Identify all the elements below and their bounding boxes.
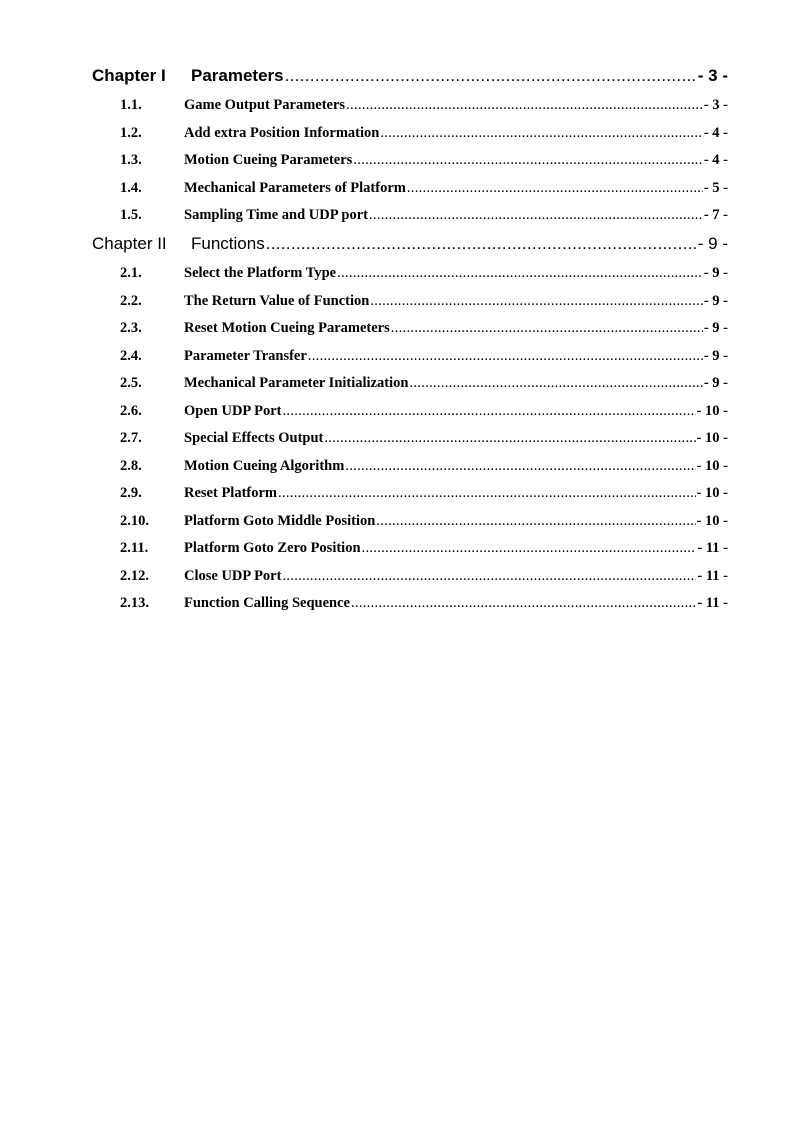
toc-section-2-12[interactable] xyxy=(0,564,794,588)
page-number: - 10 - xyxy=(696,430,728,446)
page-number: - 11 - xyxy=(697,595,728,611)
page-number: - 9 - xyxy=(703,293,728,309)
page-number: - 5 - xyxy=(703,180,728,196)
section-number: 2.11. xyxy=(120,540,149,556)
chapter-title: Functions xyxy=(191,234,265,253)
toc-section-2-10[interactable] xyxy=(0,509,794,533)
page-number: - 7 - xyxy=(703,207,728,223)
chapter-number: Chapter II xyxy=(92,234,167,253)
toc-section-2-5[interactable] xyxy=(0,371,794,395)
page-number: - 9 - xyxy=(697,234,728,253)
toc-section-2-8[interactable] xyxy=(0,454,794,478)
section-number: 2.5. xyxy=(120,375,142,391)
section-title: Motion Cueing Algorithm xyxy=(184,458,345,474)
section-number: 2.13. xyxy=(120,595,149,611)
chapter-number: Chapter I xyxy=(92,66,166,85)
section-title: Game Output Parameters xyxy=(184,97,346,113)
toc-section-2-2[interactable] xyxy=(0,289,794,313)
section-number: 2.8. xyxy=(120,458,142,474)
section-title: Open UDP Port xyxy=(184,403,282,419)
dot-leader xyxy=(380,121,702,145)
page-number: - 3 - xyxy=(703,97,728,113)
section-title: Reset Platform xyxy=(184,485,277,501)
toc-chapter-2[interactable] xyxy=(0,232,794,256)
toc-section-1-1[interactable] xyxy=(0,93,794,117)
section-title: Close UDP Port xyxy=(184,568,282,584)
page-number: - 9 - xyxy=(703,320,728,336)
dot-leader xyxy=(353,148,703,172)
section-number: 1.5. xyxy=(120,207,142,223)
toc-section-2-1[interactable] xyxy=(0,261,794,285)
dot-leader xyxy=(266,232,697,256)
section-title: The Return Value of Function xyxy=(184,293,370,309)
toc-section-2-11[interactable] xyxy=(0,536,794,560)
section-title: Mechanical Parameters of Platform xyxy=(184,180,406,196)
dot-leader xyxy=(282,399,695,423)
dot-leader xyxy=(407,176,703,200)
dot-leader xyxy=(345,454,695,478)
section-number: 2.2. xyxy=(120,293,142,309)
page-number: - 10 - xyxy=(696,458,728,474)
section-number: 1.1. xyxy=(120,97,142,113)
section-title: Reset Motion Cueing Parameters xyxy=(184,320,390,336)
section-title: Platform Goto Zero Position xyxy=(184,540,361,556)
toc-section-1-5[interactable] xyxy=(0,203,794,227)
toc-section-2-9[interactable] xyxy=(0,481,794,505)
toc-section-2-4[interactable] xyxy=(0,344,794,368)
chapter-title: Parameters xyxy=(191,66,284,85)
dot-leader xyxy=(278,481,696,505)
section-number: 1.4. xyxy=(120,180,142,196)
page-number: - 11 - xyxy=(697,540,728,556)
page-number: - 9 - xyxy=(703,375,728,391)
section-title: Special Effects Output xyxy=(184,430,324,446)
dot-leader xyxy=(285,64,697,88)
page-number: - 4 - xyxy=(703,125,728,141)
section-title: Function Calling Sequence xyxy=(184,595,350,611)
section-title: Add extra Position Information xyxy=(184,125,380,141)
toc-section-2-3[interactable] xyxy=(0,316,794,340)
page-number: - 9 - xyxy=(703,348,728,364)
section-title: Select the Platform Type xyxy=(184,265,337,281)
page-number: - 4 - xyxy=(703,152,728,168)
dot-leader xyxy=(324,426,695,450)
section-number: 2.12. xyxy=(120,568,149,584)
section-number: 1.2. xyxy=(120,125,142,141)
section-number: 2.10. xyxy=(120,513,149,529)
dot-leader xyxy=(376,509,695,533)
dot-leader xyxy=(362,536,697,560)
dot-leader xyxy=(337,261,703,285)
page-number: - 10 - xyxy=(696,403,728,419)
section-number: 2.3. xyxy=(120,320,142,336)
toc-section-1-2[interactable] xyxy=(0,121,794,145)
section-number: 1.3. xyxy=(120,152,142,168)
dot-leader xyxy=(282,564,696,588)
toc-section-2-13[interactable] xyxy=(0,591,794,615)
dot-leader xyxy=(308,344,703,368)
page-number: - 3 - xyxy=(697,66,728,85)
dot-leader xyxy=(391,316,703,340)
page-number: - 11 - xyxy=(697,568,728,584)
section-title: Parameter Transfer xyxy=(184,348,307,364)
dot-leader xyxy=(370,289,703,313)
dot-leader xyxy=(369,203,703,227)
section-title: Sampling Time and UDP port xyxy=(184,207,368,223)
section-number: 2.1. xyxy=(120,265,142,281)
toc-section-1-3[interactable] xyxy=(0,148,794,172)
section-number: 2.7. xyxy=(120,430,142,446)
section-number: 2.4. xyxy=(120,348,142,364)
section-number: 2.6. xyxy=(120,403,142,419)
section-title: Mechanical Parameter Initialization xyxy=(184,375,409,391)
dot-leader xyxy=(346,93,703,117)
toc-section-2-7[interactable] xyxy=(0,426,794,450)
section-number: 2.9. xyxy=(120,485,142,501)
toc-section-2-6[interactable] xyxy=(0,399,794,423)
dot-leader xyxy=(351,591,696,615)
dot-leader xyxy=(409,371,702,395)
section-title: Motion Cueing Parameters xyxy=(184,152,353,168)
section-title: Platform Goto Middle Position xyxy=(184,513,376,529)
page-number: - 9 - xyxy=(703,265,728,281)
toc-section-1-4[interactable] xyxy=(0,176,794,200)
toc-chapter-1[interactable] xyxy=(0,64,794,88)
page-number: - 10 - xyxy=(696,485,728,501)
page-number: - 10 - xyxy=(696,513,728,529)
